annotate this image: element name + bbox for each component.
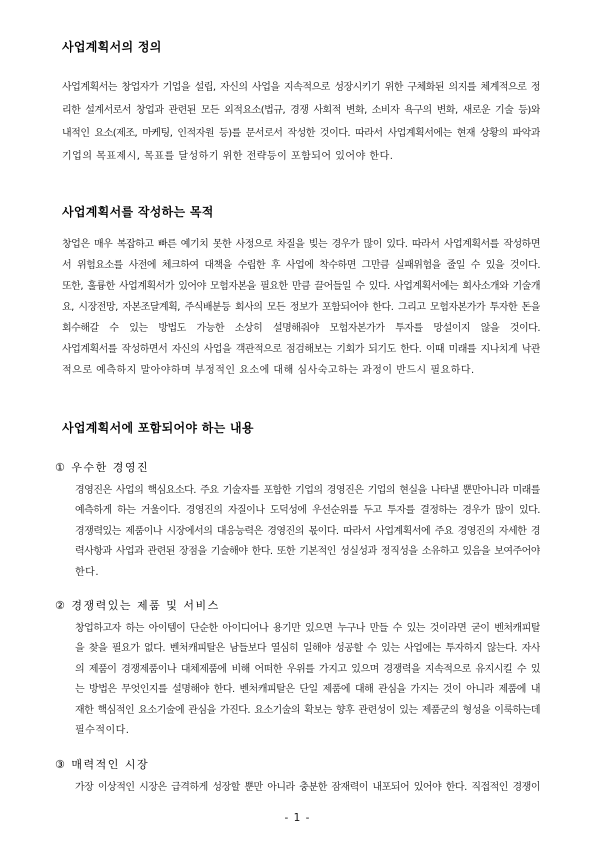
item-number-marker: ②: [55, 599, 67, 612]
paragraph-definition: [62, 76, 540, 168]
list-item-market: [55, 756, 540, 798]
item-text: [75, 481, 540, 584]
item-text-line: 가장 이상적인 시장은 급격하게 성장할 뿐만 아니라 충분한 잠재력이 내포되어 있어야 한다. 직접적인 경쟁이: [75, 781, 540, 793]
item-number-marker: ①: [55, 461, 67, 474]
item-text-line: 경쟁력있는 제품이나 시장에서의 대응능력은 경영진의 몫이다. 따라서 사업계획서에 주요 경영진의 자세한 경: [75, 525, 540, 537]
item-heading: [55, 756, 540, 774]
item-text-line: 의 제품이 경쟁제품이나 대체제품에 비해 어떠한 우위를 가지고 있으며 경쟁력을 지속적으로 유지시킬 수 있: [75, 663, 540, 675]
paragraph-line: 리한 설계서로서 창업과 관련된 모든 외적요소(법규, 경쟁 사회적 변화, 소비자 욕구의 변화, 새로운 기술 등)와: [62, 104, 540, 116]
item-title: 매력적인 시장: [71, 758, 150, 771]
section-heading-purpose: 사업계획서를 작성하는 목적: [62, 205, 214, 219]
paragraph-line: 적으로 예측하지 말아야하며 부정적인 요소에 대해 심사숙고하는 과정이 반드시 필요하다.: [62, 364, 475, 376]
item-text-line: 을 찾을 필요가 없다. 벤처캐피탈은 남들보다 열심히 일해야 성공할 수 있는 사업에는 투자하지 않는다. 자사: [75, 643, 540, 655]
item-title: 경쟁력있는 제품 및 서비스: [71, 599, 220, 612]
item-text: [75, 778, 540, 799]
item-text: [75, 619, 540, 742]
item-text-line: 경영진은 사업의 핵심요소다. 주요 기술자를 포함한 기업의 경영진은 기업의 현실을 나타낼 뿐만아니라 미래를: [75, 484, 540, 496]
item-text-line: 는 방법은 무엇인지를 설명해야 한다. 벤처캐피탈은 단일 제품에 대해 관심을 가지는 것이 아니라 제품에 내: [75, 684, 540, 696]
paragraph-line: 창업은 매우 복잡하고 빠른 예기치 못한 사정으로 차질을 빚는 경우가 많이 있다. 따라서 사업계획서를 작성하면: [62, 238, 540, 250]
item-title: 우수한 경영진: [71, 461, 150, 474]
item-text-line: 한다.: [75, 566, 99, 578]
list-item-products: [55, 597, 540, 742]
item-text-line: 필수적이다.: [75, 725, 130, 737]
item-text-line: 재한 핵심적인 요소기술에 관심을 가진다. 요소기술의 확보는 향후 관련성이 있는 제품군의 형성을 이룩하는데: [75, 704, 540, 716]
paragraph-line: 사업계획서를 작성하면서 자신의 사업을 객관적으로 점검해보는 기회가 되기도 한다. 이때 미래를 지나치게 낙관: [62, 343, 540, 355]
item-number-marker: ③: [55, 758, 67, 771]
paragraph-purpose: [62, 234, 540, 381]
paragraph-line: 내적인 요소(제조, 마케팅, 인적자원 등)를 문서로서 작성한 것이다. 따라서 사업계획서에는 현재 상황의 파악과: [62, 127, 540, 139]
paragraph-line: 회수해갈 수 있는 방법도 가능한 소상히 설명해줘야 모험자본가가 투자를 망설이지 않을 것이다.: [62, 322, 540, 334]
list-item-management: [55, 459, 540, 583]
section-heading-definition: 사업계획서의 정의: [62, 40, 162, 54]
paragraph-line: 또한, 훌륭한 사업계획서가 있어야 모험자본을 필요한 만큼 끌어들일 수 있다. 사업계획서에는 회사소개와 기술개: [62, 280, 540, 292]
paragraph-line: 기업의 목표제시, 목표를 달성하기 위한 전략등이 포함되어 있어야 한다.: [62, 150, 394, 162]
paragraph-line: 요, 시장전망, 자본조달계획, 주식배분등 회사의 모든 정보가 포함되어야 한다. 그리고 모험자본가가 투자한 돈을: [62, 301, 540, 313]
item-heading: [55, 597, 540, 615]
paragraph-line: 사업계획서는 창업자가 기업을 설립, 자신의 사업을 지속적으로 성장시키기 위한 구체화된 의지를 체계적으로 정: [62, 81, 540, 93]
paragraph-line: 서 위험요소를 사전에 체크하여 대책을 수립한 후 사업에 착수하면 그만큼 실패위험을 줄일 수 있을 것이다.: [62, 259, 540, 271]
item-heading: [55, 459, 540, 477]
item-text-line: 예측하게 하는 거울이다. 경영진의 자질이나 도덕성에 우선순위를 두고 투자를 결정하는 경우가 많이 있다.: [75, 505, 540, 517]
item-text-line: 력사항과 사업과 관련된 장점을 기술해야 한다. 또한 기본적인 성실성과 정직성을 소유하고 있음을 보여주어야: [75, 546, 540, 558]
page-number: - 1 -: [284, 812, 311, 824]
section-heading-contents: 사업계획서에 포함되어야 하는 내용: [62, 421, 254, 435]
item-text-line: 창업하고자 하는 아이템이 단순한 아이디어나 용기만 있으면 누구나 만들 수 있는 것이라면 굳이 벤처캐피탈: [75, 622, 540, 634]
